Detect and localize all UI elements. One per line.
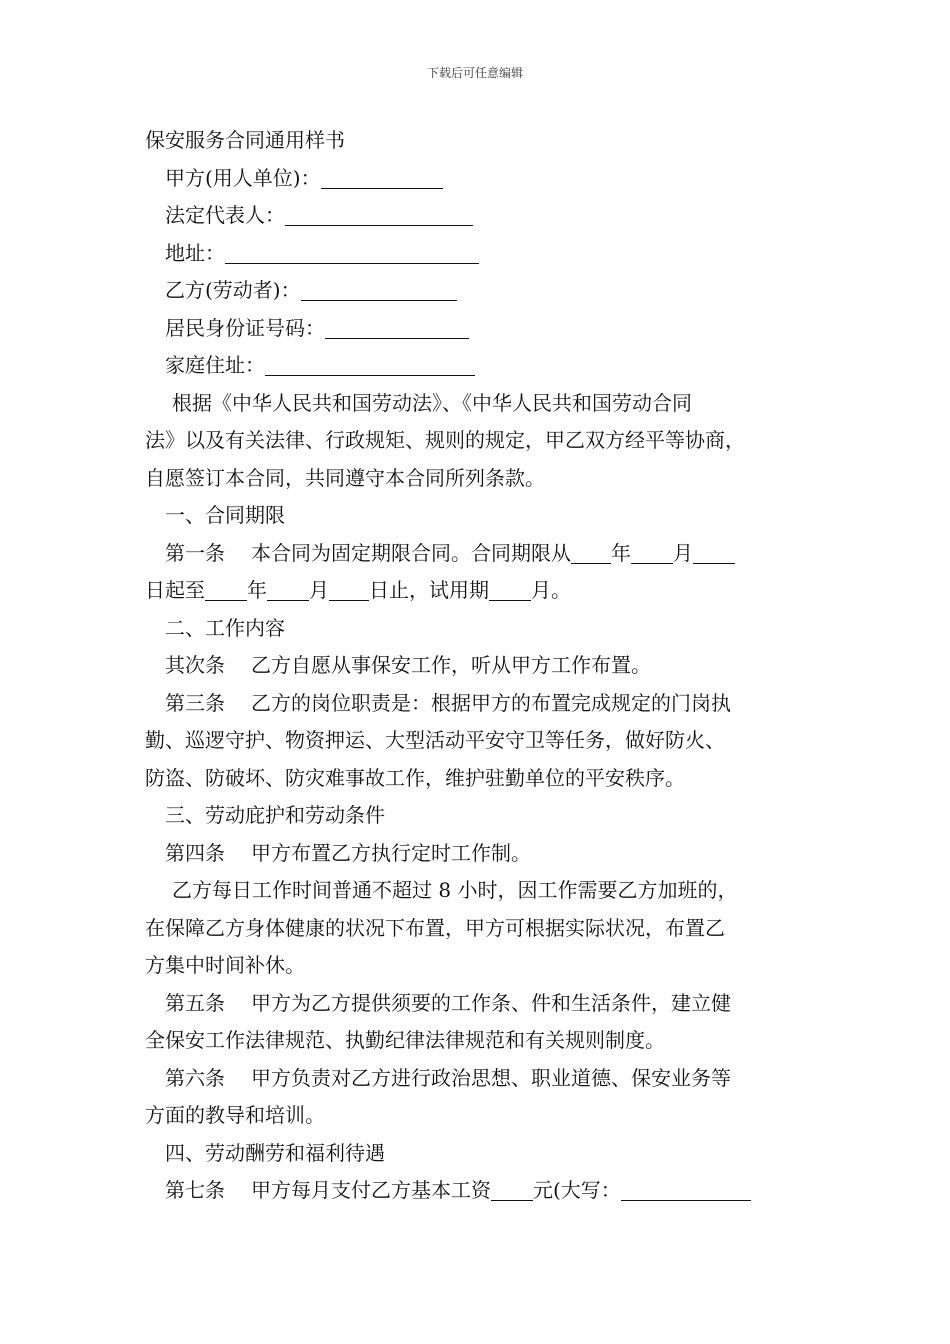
blank-end-year[interactable] — [205, 578, 247, 601]
blank-start-month[interactable] — [631, 541, 673, 564]
article-3-line-3: 防盗、防破坏、防灾难事故工作，维护驻勤单位的平安秩序。 — [145, 765, 685, 790]
section-heading-2: 二、工作内容 — [165, 615, 285, 640]
blank-start-day[interactable] — [693, 541, 735, 564]
field-id-number: 居民身份证号码： — [145, 310, 815, 348]
section-heading-1: 一、合同期限 — [165, 503, 285, 527]
field-party-a: 甲方(用人单位)： — [145, 160, 815, 198]
blank-end-day[interactable] — [329, 578, 369, 601]
page-header-note: 下载后可任意编辑 — [426, 66, 523, 80]
field-party-b: 乙方(劳动者)： — [145, 272, 815, 310]
blank-legal-rep[interactable] — [285, 203, 473, 226]
article-1-line-2: 日起至 年 月 日止，试用期 月。 — [145, 578, 571, 602]
article-6-line-1: 第六条 甲方负责对乙方进行政治思想、职业道德、保安业务等 — [165, 1065, 731, 1090]
blank-address[interactable] — [225, 241, 479, 264]
blank-end-month[interactable] — [267, 578, 309, 601]
article-7: 第七条 甲方每月支付乙方基本工资 元(大写： — [145, 1172, 815, 1210]
article-6-line-2: 方面的教导和培训。 — [145, 1103, 325, 1127]
article-4-para-line-2: 在保障乙方身体健康的状况下布置，甲方可根据实际状况，布置乙 — [145, 915, 725, 940]
blank-home-address[interactable] — [265, 353, 475, 376]
article-4: 第四条 甲方布置乙方执行定时工作制。 — [165, 840, 531, 865]
intro-line-3: 自愿签订本合同，共同遵守本合同所列条款。 — [145, 465, 545, 490]
field-legal-rep: 法定代表人： — [145, 197, 815, 235]
blank-base-salary[interactable] — [491, 1178, 533, 1201]
contract-body — [145, 122, 815, 1210]
article-4-para-line-1: 乙方每日工作时间普通不超过 8 小时，因工作需要乙方加班的， — [172, 878, 738, 902]
article-3-line-2: 勤、巡逻守护、物资押运、大型活动平安守卫等任务，做好防火、 — [145, 728, 725, 752]
intro-line-2: 法》以及有关法律、行政规矩、规则的规定，甲乙双方经平等协商， — [145, 428, 745, 452]
section-heading-3: 三、劳动庇护和劳动条件 — [165, 803, 385, 827]
intro-line-1: 根据《中华人民共和国劳动法》、《中华人民共和国劳动合同 — [172, 390, 692, 415]
article-5-line-1: 第五条 甲方为乙方提供须要的工作条、件和生活条件，建立健 — [165, 990, 731, 1015]
article-1-line-1: 第一条 本合同为固定期限合同。合同期限从 年 月 — [145, 535, 815, 573]
field-address: 地址： — [145, 235, 815, 273]
blank-party-b[interactable] — [301, 278, 457, 301]
blank-salary-words[interactable] — [621, 1178, 751, 1201]
document-title: 保安服务合同通用样书 — [145, 128, 345, 152]
article-5-line-2: 全保安工作法律规范、执勤纪律法律规范和有关规则制度。 — [145, 1028, 665, 1052]
article-3-line-1: 第三条 乙方的岗位职责是：根据甲方的布置完成规定的门岗执 — [165, 690, 731, 715]
field-home-address: 家庭住址： — [145, 347, 815, 385]
article-4-para-line-3: 方集中时间补休。 — [145, 953, 305, 977]
blank-id-number[interactable] — [325, 316, 469, 339]
blank-start-year[interactable] — [571, 541, 611, 564]
section-heading-4: 四、劳动酬劳和福利待遇 — [165, 1140, 385, 1165]
blank-probation-months[interactable] — [489, 578, 531, 601]
blank-party-a[interactable] — [321, 166, 443, 189]
article-2: 其次条 乙方自愿从事保安工作，听从甲方工作布置。 — [165, 653, 651, 677]
